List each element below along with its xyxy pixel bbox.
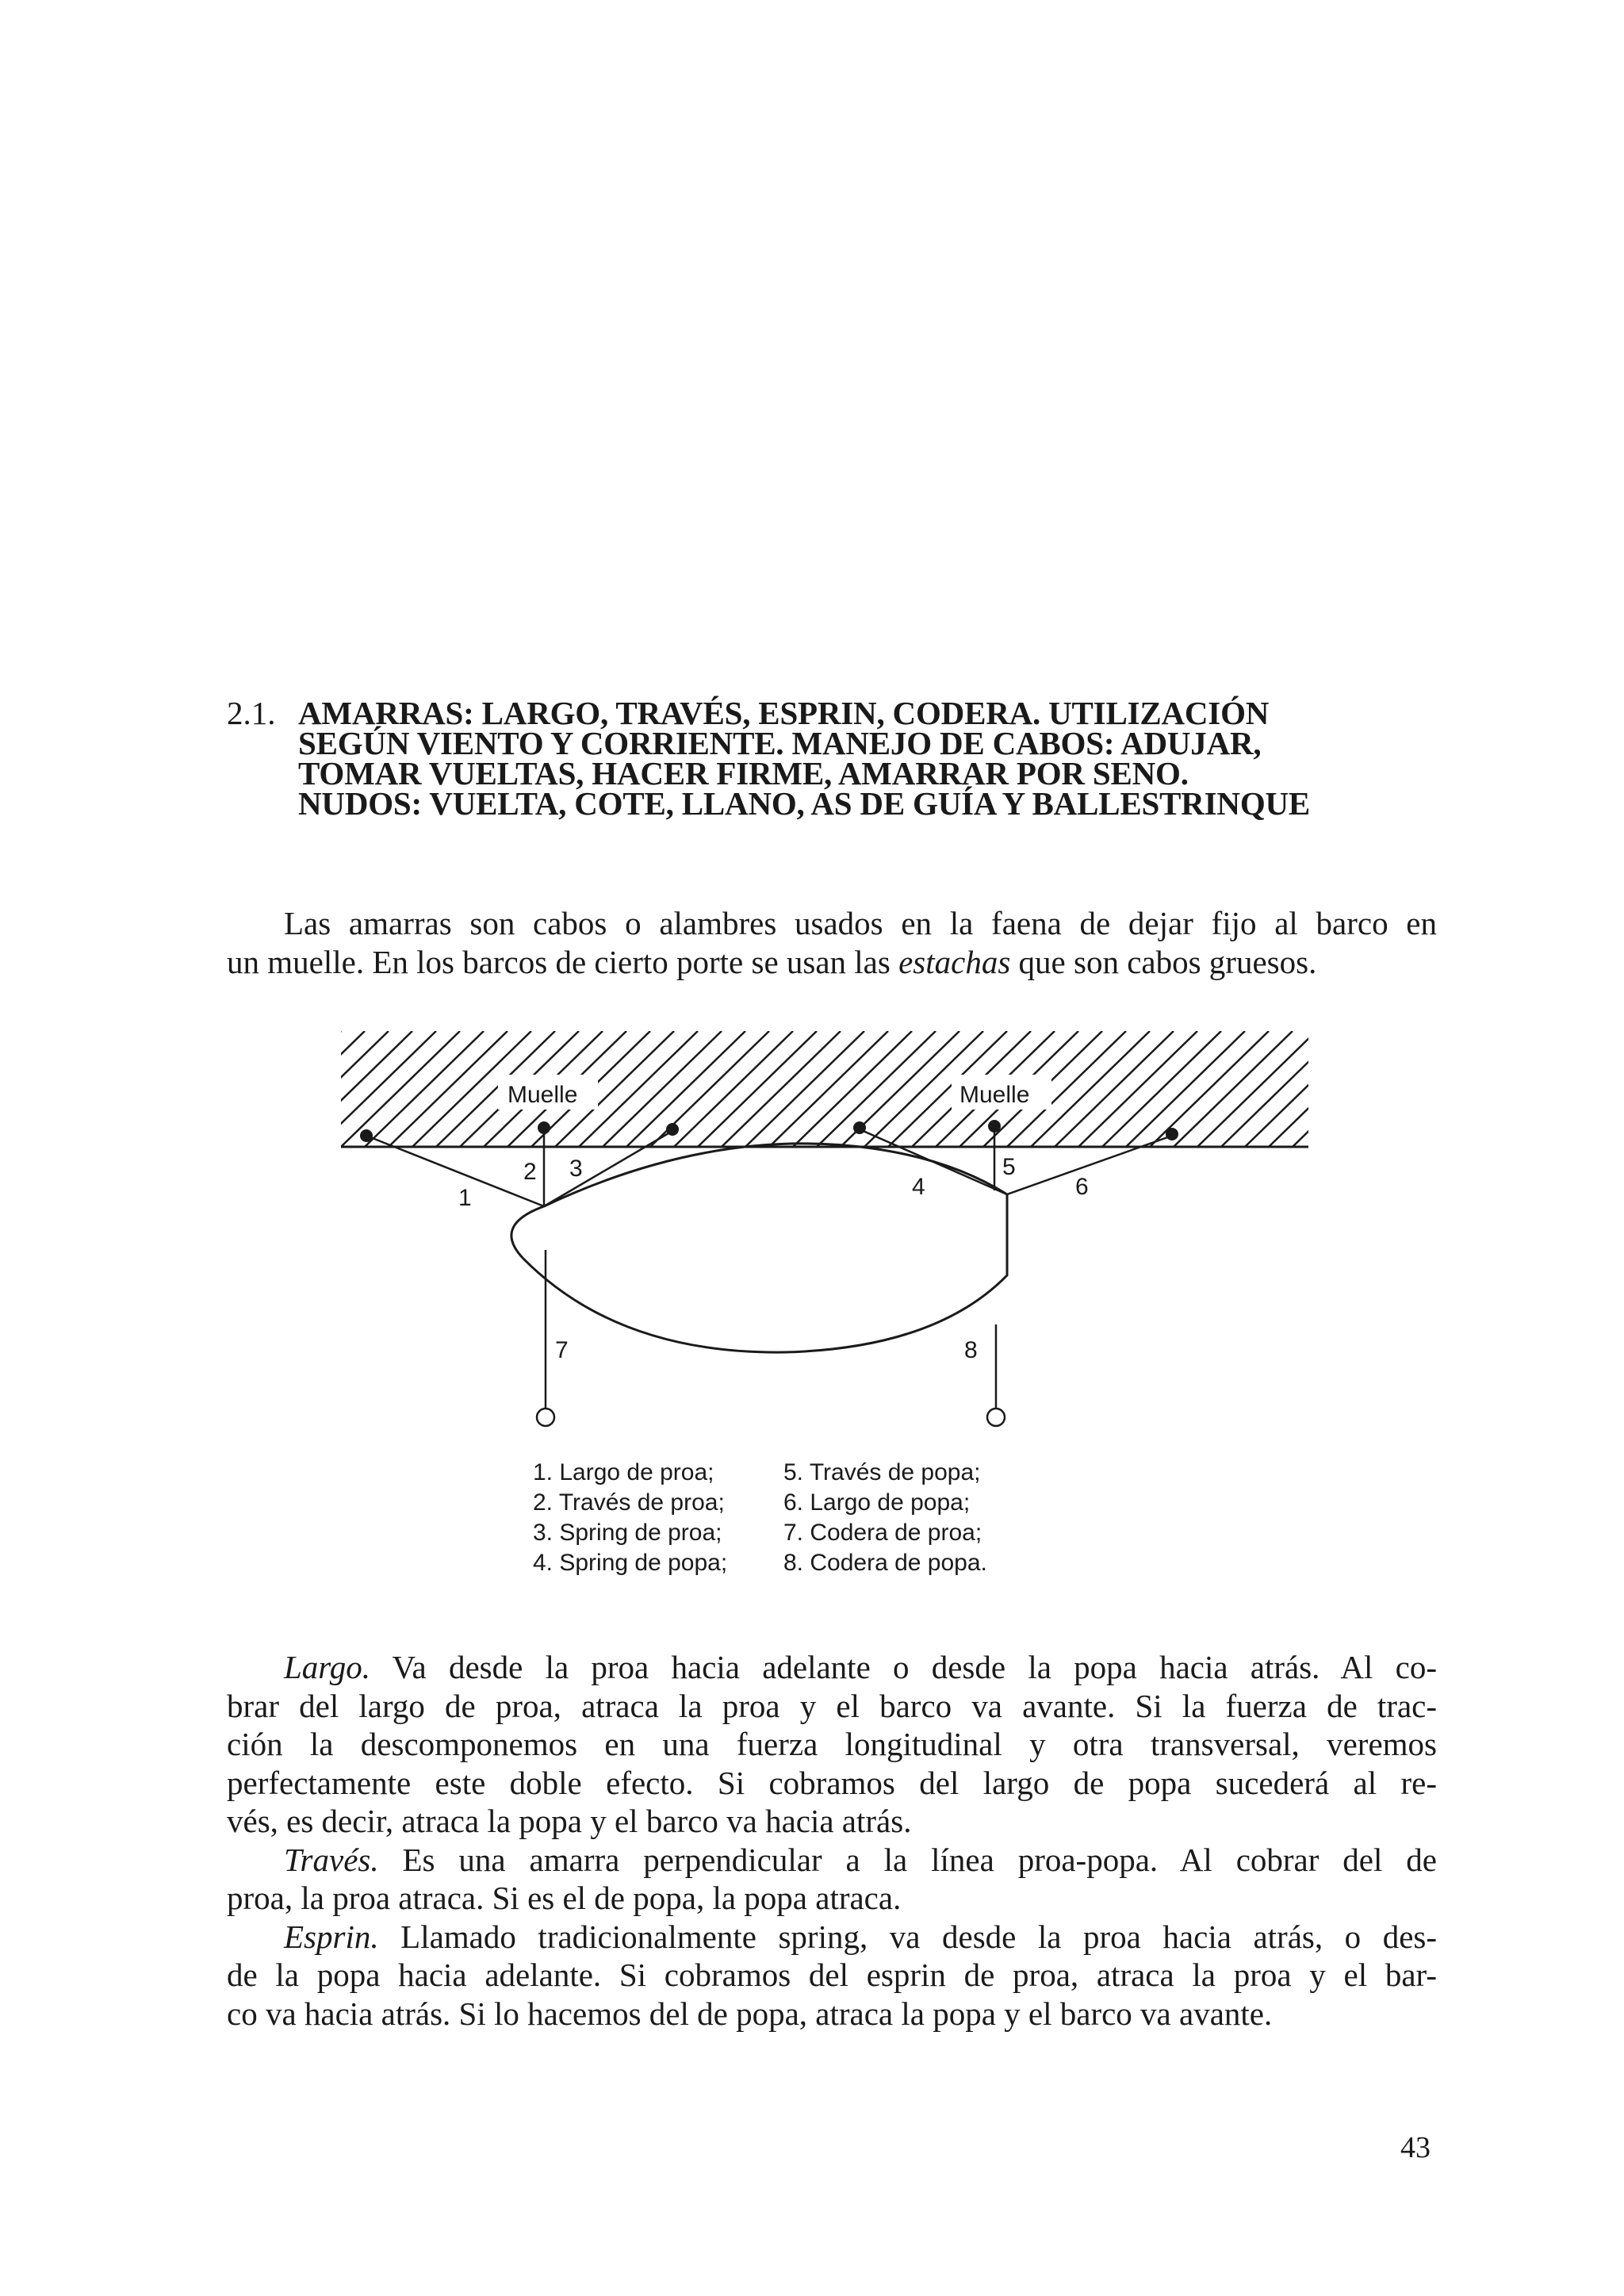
- bollard-3: [666, 1123, 679, 1136]
- legend-item-8: 8. Codera de popa.: [783, 1550, 987, 1576]
- largo-line-1: [227, 1648, 1437, 1687]
- dock-hatching: [222, 1031, 1411, 1147]
- largo-line-4: perfectamente este doble efecto. Si cobramos del largo de popa sucederá al re-: [227, 1764, 1437, 1801]
- anchor-buoy-proa: [537, 1409, 554, 1426]
- hatch-stroke: [793, 1031, 912, 1147]
- body-text: [227, 1648, 1437, 2033]
- intro-line-2-end: que son cabos gruesos.: [1010, 943, 1317, 980]
- dock-label-right: Muelle: [959, 1082, 1030, 1108]
- hatch-stroke: [1126, 1031, 1245, 1147]
- hatch-stroke: [1293, 1031, 1411, 1147]
- line-number-1: 1: [458, 1185, 472, 1211]
- hatch-stroke: [1269, 1031, 1388, 1147]
- legend-item-7: 7. Codera de proa;: [783, 1520, 982, 1546]
- section-title-line-3: TOMAR VUELTAS, HACER FIRME, AMARRAR POR SENO.: [298, 755, 1189, 792]
- legend-item-4: 4. Spring de popa;: [533, 1550, 728, 1576]
- hatch-stroke: [817, 1031, 936, 1147]
- section-title-line-1: AMARRAS: LARGO, TRAVÉS, ESPRIN, CODERA. UTILIZACIÓN: [298, 695, 1270, 731]
- largo-line-3: ción la descomponemos en una fuerza longitudinal y otra transversal, veremos: [227, 1726, 1437, 1762]
- hatch-stroke: [1055, 1031, 1174, 1147]
- hatch-stroke: [317, 1031, 436, 1147]
- bollard-4: [853, 1121, 866, 1134]
- legend-column-left: [533, 1458, 783, 1578]
- esprin-line-1: [227, 1918, 1437, 1957]
- hatch-stroke: [745, 1031, 864, 1147]
- hatch-stroke: [1174, 1031, 1293, 1147]
- esprin-line-1-text: Llamado tradicionalmente spring, va desde la proa hacia atrás, o des-: [378, 1918, 1437, 1955]
- intro-line-2-start: un muelle. En los barcos de cierto porte se usan las: [227, 943, 899, 980]
- estachas-term: estachas: [898, 943, 1011, 980]
- hatch-stroke: [603, 1031, 722, 1147]
- traves-line-1-text: Es una amarra perpendicular a la línea proa-popa. Al cobrar del de: [378, 1841, 1437, 1878]
- bollard-2: [538, 1121, 550, 1134]
- hatch-stroke: [1102, 1031, 1221, 1147]
- line-number-3: 3: [569, 1156, 583, 1182]
- hatch-stroke: [698, 1031, 817, 1147]
- hatch-stroke: [246, 1031, 365, 1147]
- esprin-term: Esprin.: [284, 1918, 379, 1955]
- hatch-stroke: [222, 1031, 341, 1147]
- line-4-spring-popa: [860, 1129, 1007, 1194]
- traves-term: Través.: [284, 1841, 379, 1878]
- hatch-stroke: [1078, 1031, 1197, 1147]
- hatch-stroke: [293, 1031, 412, 1147]
- line-number-5: 5: [1002, 1154, 1016, 1180]
- legend-column-right: [783, 1458, 1034, 1578]
- hatch-stroke: [270, 1031, 389, 1147]
- legend-item-2: 2. Través de proa;: [533, 1489, 725, 1516]
- traves-line-2: proa, la proa atraca. Si es el de popa, la popa atraca.: [227, 1880, 902, 1916]
- anchor-buoy-popa: [987, 1409, 1005, 1426]
- hatch-stroke: [1197, 1031, 1316, 1147]
- hatch-stroke: [341, 1031, 460, 1147]
- hatch-stroke: [365, 1031, 484, 1147]
- hatch-stroke: [389, 1031, 508, 1147]
- line-number-4: 4: [912, 1174, 925, 1200]
- line-number-7: 7: [555, 1337, 569, 1363]
- bollard-1: [360, 1129, 373, 1142]
- legend-item-1: 1. Largo de proa;: [533, 1459, 714, 1485]
- intro-line-1: Las amarras son cabos o alambres usados en la faena de dejar fijo al barco en: [284, 905, 1437, 941]
- largo-line-5: vés, es decir, atraca la popa y el barco va hacia atrás.: [227, 1803, 912, 1839]
- ship-hull: [511, 1144, 1007, 1352]
- traves-line-1: [227, 1841, 1437, 1880]
- hatch-stroke: [722, 1031, 841, 1147]
- diagram-legend: [533, 1458, 1034, 1578]
- line-number-8: 8: [964, 1337, 978, 1363]
- hatch-stroke: [674, 1031, 793, 1147]
- line-number-6: 6: [1075, 1174, 1089, 1200]
- largo-term: Largo.: [284, 1649, 370, 1685]
- line-number-2: 2: [523, 1159, 537, 1185]
- esprin-line-3: co va hacia atrás. Si lo hacemos del de popa, atraca la popa y el barco va avante.: [227, 1995, 1273, 2032]
- bollard-6: [1166, 1128, 1178, 1140]
- hatch-stroke: [1150, 1031, 1269, 1147]
- largo-line-1-text: Va desde la proa hacia adelante o desde la popa hacia atrás. Al co-: [370, 1649, 1437, 1685]
- section-title-line-4: NUDOS: VUELTA, COTE, LLANO, AS DE GUÍA Y BALLESTRINQUE: [298, 785, 1311, 822]
- hatch-stroke: [1221, 1031, 1340, 1147]
- legend-item-5: 5. Través de popa;: [783, 1459, 981, 1485]
- largo-line-2: brar del largo de proa, atraca la proa y el barco va avante. Si la fuerza de trac-: [227, 1687, 1437, 1724]
- legend-item-6: 6. Largo de popa;: [783, 1489, 971, 1516]
- section-number: 2.1.: [227, 695, 276, 731]
- hatch-stroke: [626, 1031, 745, 1147]
- hatch-stroke: [769, 1031, 888, 1147]
- legend-item-3: 3. Spring de proa;: [533, 1520, 722, 1546]
- esprin-line-2: de la popa hacia adelante. Si cobramos del esprin de proa, atraca la proa y el bar-: [227, 1957, 1437, 1993]
- section-title-line-2: SEGÚN VIENTO Y CORRIENTE. MANEJO DE CABOS: ADUJAR,: [298, 725, 1262, 761]
- bollard-5: [988, 1120, 1001, 1133]
- dock-label-left: Muelle: [508, 1082, 578, 1108]
- page-number: 43: [1400, 2131, 1431, 2164]
- hatch-stroke: [1245, 1031, 1364, 1147]
